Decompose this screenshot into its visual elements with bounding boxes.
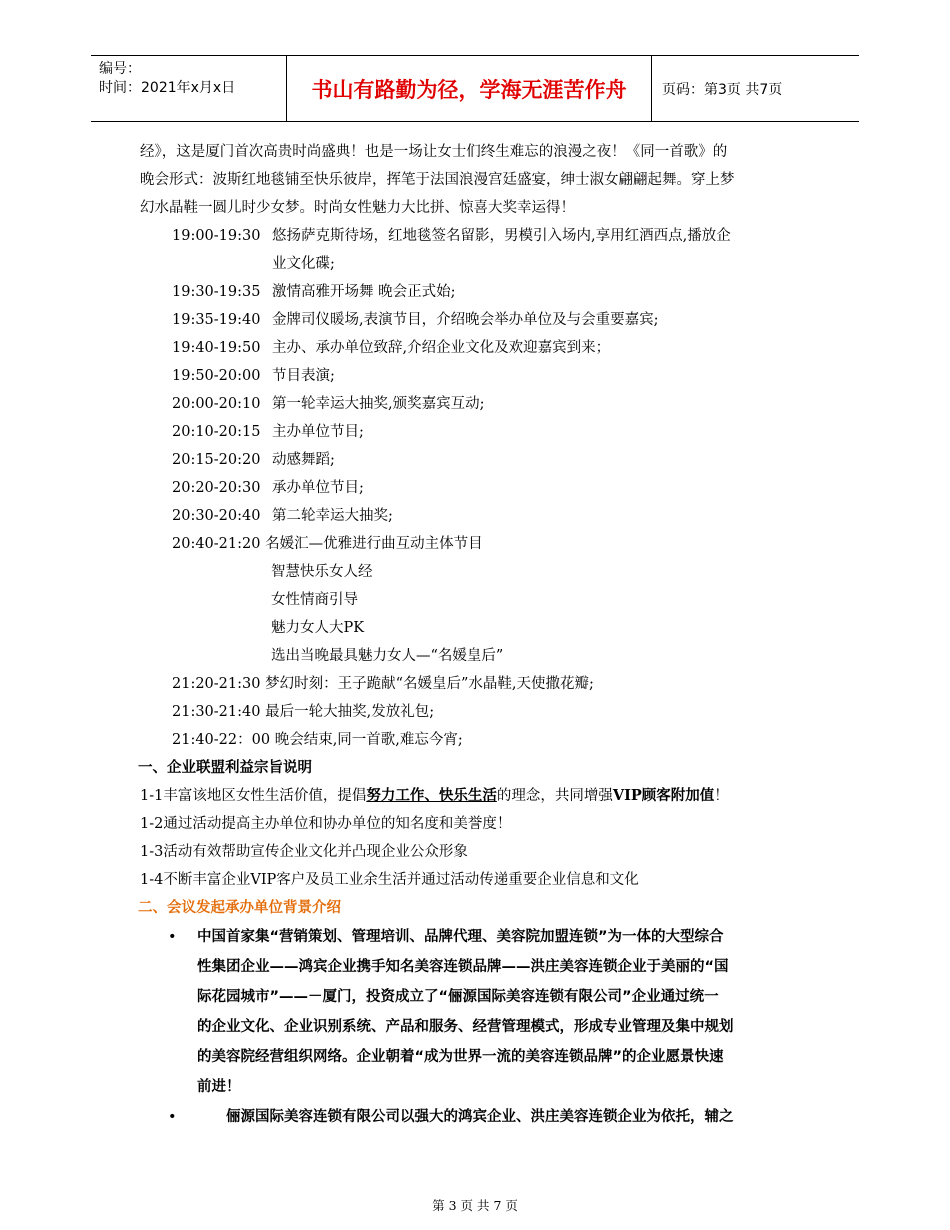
bullet-2-text: 俪源国际美容连锁有限公司以强大的鸿宾企业、洪庄美容连锁企业为依托，辅之 <box>197 1109 734 1125</box>
bullet-1-line: 的美容院经营组织网络。企业朝着“成为世界一流的美容连锁品牌”的企业愿景快速 <box>197 1049 724 1065</box>
schedule-row <box>140 474 812 502</box>
schedule-time: 19:30-19:35 <box>172 284 261 300</box>
schedule-time: 20:30-20:40 <box>172 508 261 524</box>
section1-title: 一、企业联盟利益宗旨说明 <box>138 760 312 776</box>
section1-item: 1-2通过活动提高主办单位和协办单位的知名度和美誉度！ <box>140 816 512 832</box>
section2-bullet-2 <box>140 1102 812 1132</box>
event-schedule-continued <box>140 530 812 754</box>
schedule-time: 19:00-19:30 <box>172 228 261 244</box>
schedule-row <box>140 278 812 306</box>
schedule-time: 19:35-19:40 <box>172 312 261 328</box>
item1-text-2: 的理念，共同增强 <box>496 788 613 804</box>
schedule-row <box>140 334 812 362</box>
schedule-sub-item: 选出当晚最具魅力女人—“名媛皇后” <box>271 648 504 664</box>
section1-item-1 <box>140 782 812 810</box>
schedule-desc: 主办、承办单位致辞,介绍企业文化及欢迎嘉宾到来； <box>272 340 611 356</box>
document-time-label: 时间：2021年x月x日 <box>99 80 236 96</box>
schedule-sub-item: 智慧快乐女人经 <box>271 564 373 580</box>
schedule-time: 20:20-20:30 <box>172 480 261 496</box>
schedule-desc: 节目表演; <box>272 368 335 384</box>
bullet-1-text <box>197 922 812 1102</box>
section2-bullet-1 <box>140 922 812 1102</box>
bullet-1-line: 际花园城市”——－厦门，投资成立了“俪源国际美容连锁有限公司”企业通过统一 <box>197 989 719 1005</box>
bullet-icon: • <box>168 1109 177 1125</box>
schedule-sub-item: 女性情商引导 <box>271 592 358 608</box>
page-header <box>91 55 859 122</box>
schedule-row <box>140 502 812 530</box>
intro-line: 晚会形式：波斯红地毯铺至快乐彼岸，挥笔于法国浪漫宫廷盛宴，绅士淑女翩翩起舞。穿上梦 <box>140 172 735 188</box>
header-motto: 书山有路勤为径，学海无涯苦作舟 <box>286 56 652 121</box>
schedule-time: 19:40-19:50 <box>172 340 261 356</box>
schedule-desc: 第二轮幸运大抽奖; <box>272 508 393 524</box>
schedule-desc: 承办单位节目; <box>272 480 364 496</box>
intro-paragraph <box>140 138 812 222</box>
bullet-1-line: 前进！ <box>197 1079 241 1095</box>
schedule-row <box>140 418 812 446</box>
schedule-desc: 动感舞蹈; <box>272 452 335 468</box>
item1-text: 1-1丰富该地区女性生活价值，提倡 <box>140 788 367 804</box>
page-footer: 第 3 页 共 7 页 <box>432 1198 518 1213</box>
schedule-time: 19:50-20:00 <box>172 368 261 384</box>
schedule-row <box>140 222 812 250</box>
schedule-row: 21:20-21:30 梦幻时刻：王子跪献“名媛皇后”水晶鞋,天使撒花瓣; <box>172 676 594 692</box>
schedule-desc-continued: 业文化碟; <box>272 256 335 272</box>
schedule-row <box>140 362 812 390</box>
section1-item: 1-3活动有效帮助宣传企业文化并凸现企业公众形象 <box>140 844 468 860</box>
bullet-icon: • <box>168 929 177 945</box>
section2-title: 二、会议发起承办单位背景介绍 <box>138 900 341 916</box>
intro-line: 经》，这是厦门首次高贵时尚盛典！也是一场让女士们终生难忘的浪漫之夜！《同一首歌》的 <box>140 144 728 160</box>
bullet-1-line: 中国首家集“营销策划、管理培训、品牌代理、美容院加盟连锁”为一体的大型综合 <box>197 929 724 945</box>
bullet-1-line: 性集团企业——鸿宾企业携手知名美容连锁品牌——洪庄美容连锁企业于美丽的“国 <box>197 959 729 975</box>
schedule-row: 21:30-21:40 最后一轮大抽奖,发放礼包; <box>172 704 435 720</box>
item1-bold: VIP顾客附加值 <box>612 787 715 804</box>
section1-items <box>140 810 812 894</box>
schedule-desc: 激情高雅开场舞 晚会正式始; <box>272 284 456 300</box>
document-body <box>140 138 812 1132</box>
event-schedule <box>140 222 812 530</box>
schedule-desc: 悠扬萨克斯待场，红地毯签名留影，男模引入场内,享用红酒西点,播放企 <box>272 228 731 244</box>
schedule-desc: 主办单位节目; <box>272 424 364 440</box>
schedule-row <box>140 306 812 334</box>
schedule-row: 21:40-22：00 晚会结束,同一首歌,难忘今宵; <box>172 732 463 748</box>
schedule-row: 20:40-21:20 名媛汇—优雅进行曲互动主体节目 <box>172 536 483 552</box>
bullet-1-line: 的企业文化、企业识别系统、产品和服务、经营管理模式，形成专业管理及集中规划 <box>197 1019 734 1035</box>
header-meta <box>91 56 286 121</box>
header-page-info: 页码：第3页 共7页 <box>662 81 783 98</box>
schedule-time: 20:10-20:15 <box>172 424 261 440</box>
item1-underlined: 努力工作、快乐生活 <box>366 787 497 804</box>
item1-end: ！ <box>714 788 729 804</box>
schedule-time: 20:15-20:20 <box>172 452 261 468</box>
schedule-row <box>140 446 812 474</box>
intro-line: 幻水晶鞋一圆儿时少女梦。时尚女性魅力大比拼、惊喜大奖幸运得！ <box>140 200 575 216</box>
schedule-desc: 第一轮幸运大抽奖,颁奖嘉宾互动; <box>272 396 485 412</box>
section1-item: 1-4不断丰富企业VIP客户及员工业余生活并通过活动传递重要企业信息和文化 <box>140 872 639 888</box>
schedule-time: 20:00-20:10 <box>172 396 261 412</box>
schedule-row <box>140 390 812 418</box>
schedule-sub-item: 魅力女人大PK <box>271 620 365 636</box>
document-number-label: 编号： <box>99 61 141 77</box>
schedule-desc: 金牌司仪暖场,表演节目，介绍晚会举办单位及与会重要嘉宾; <box>272 312 659 328</box>
